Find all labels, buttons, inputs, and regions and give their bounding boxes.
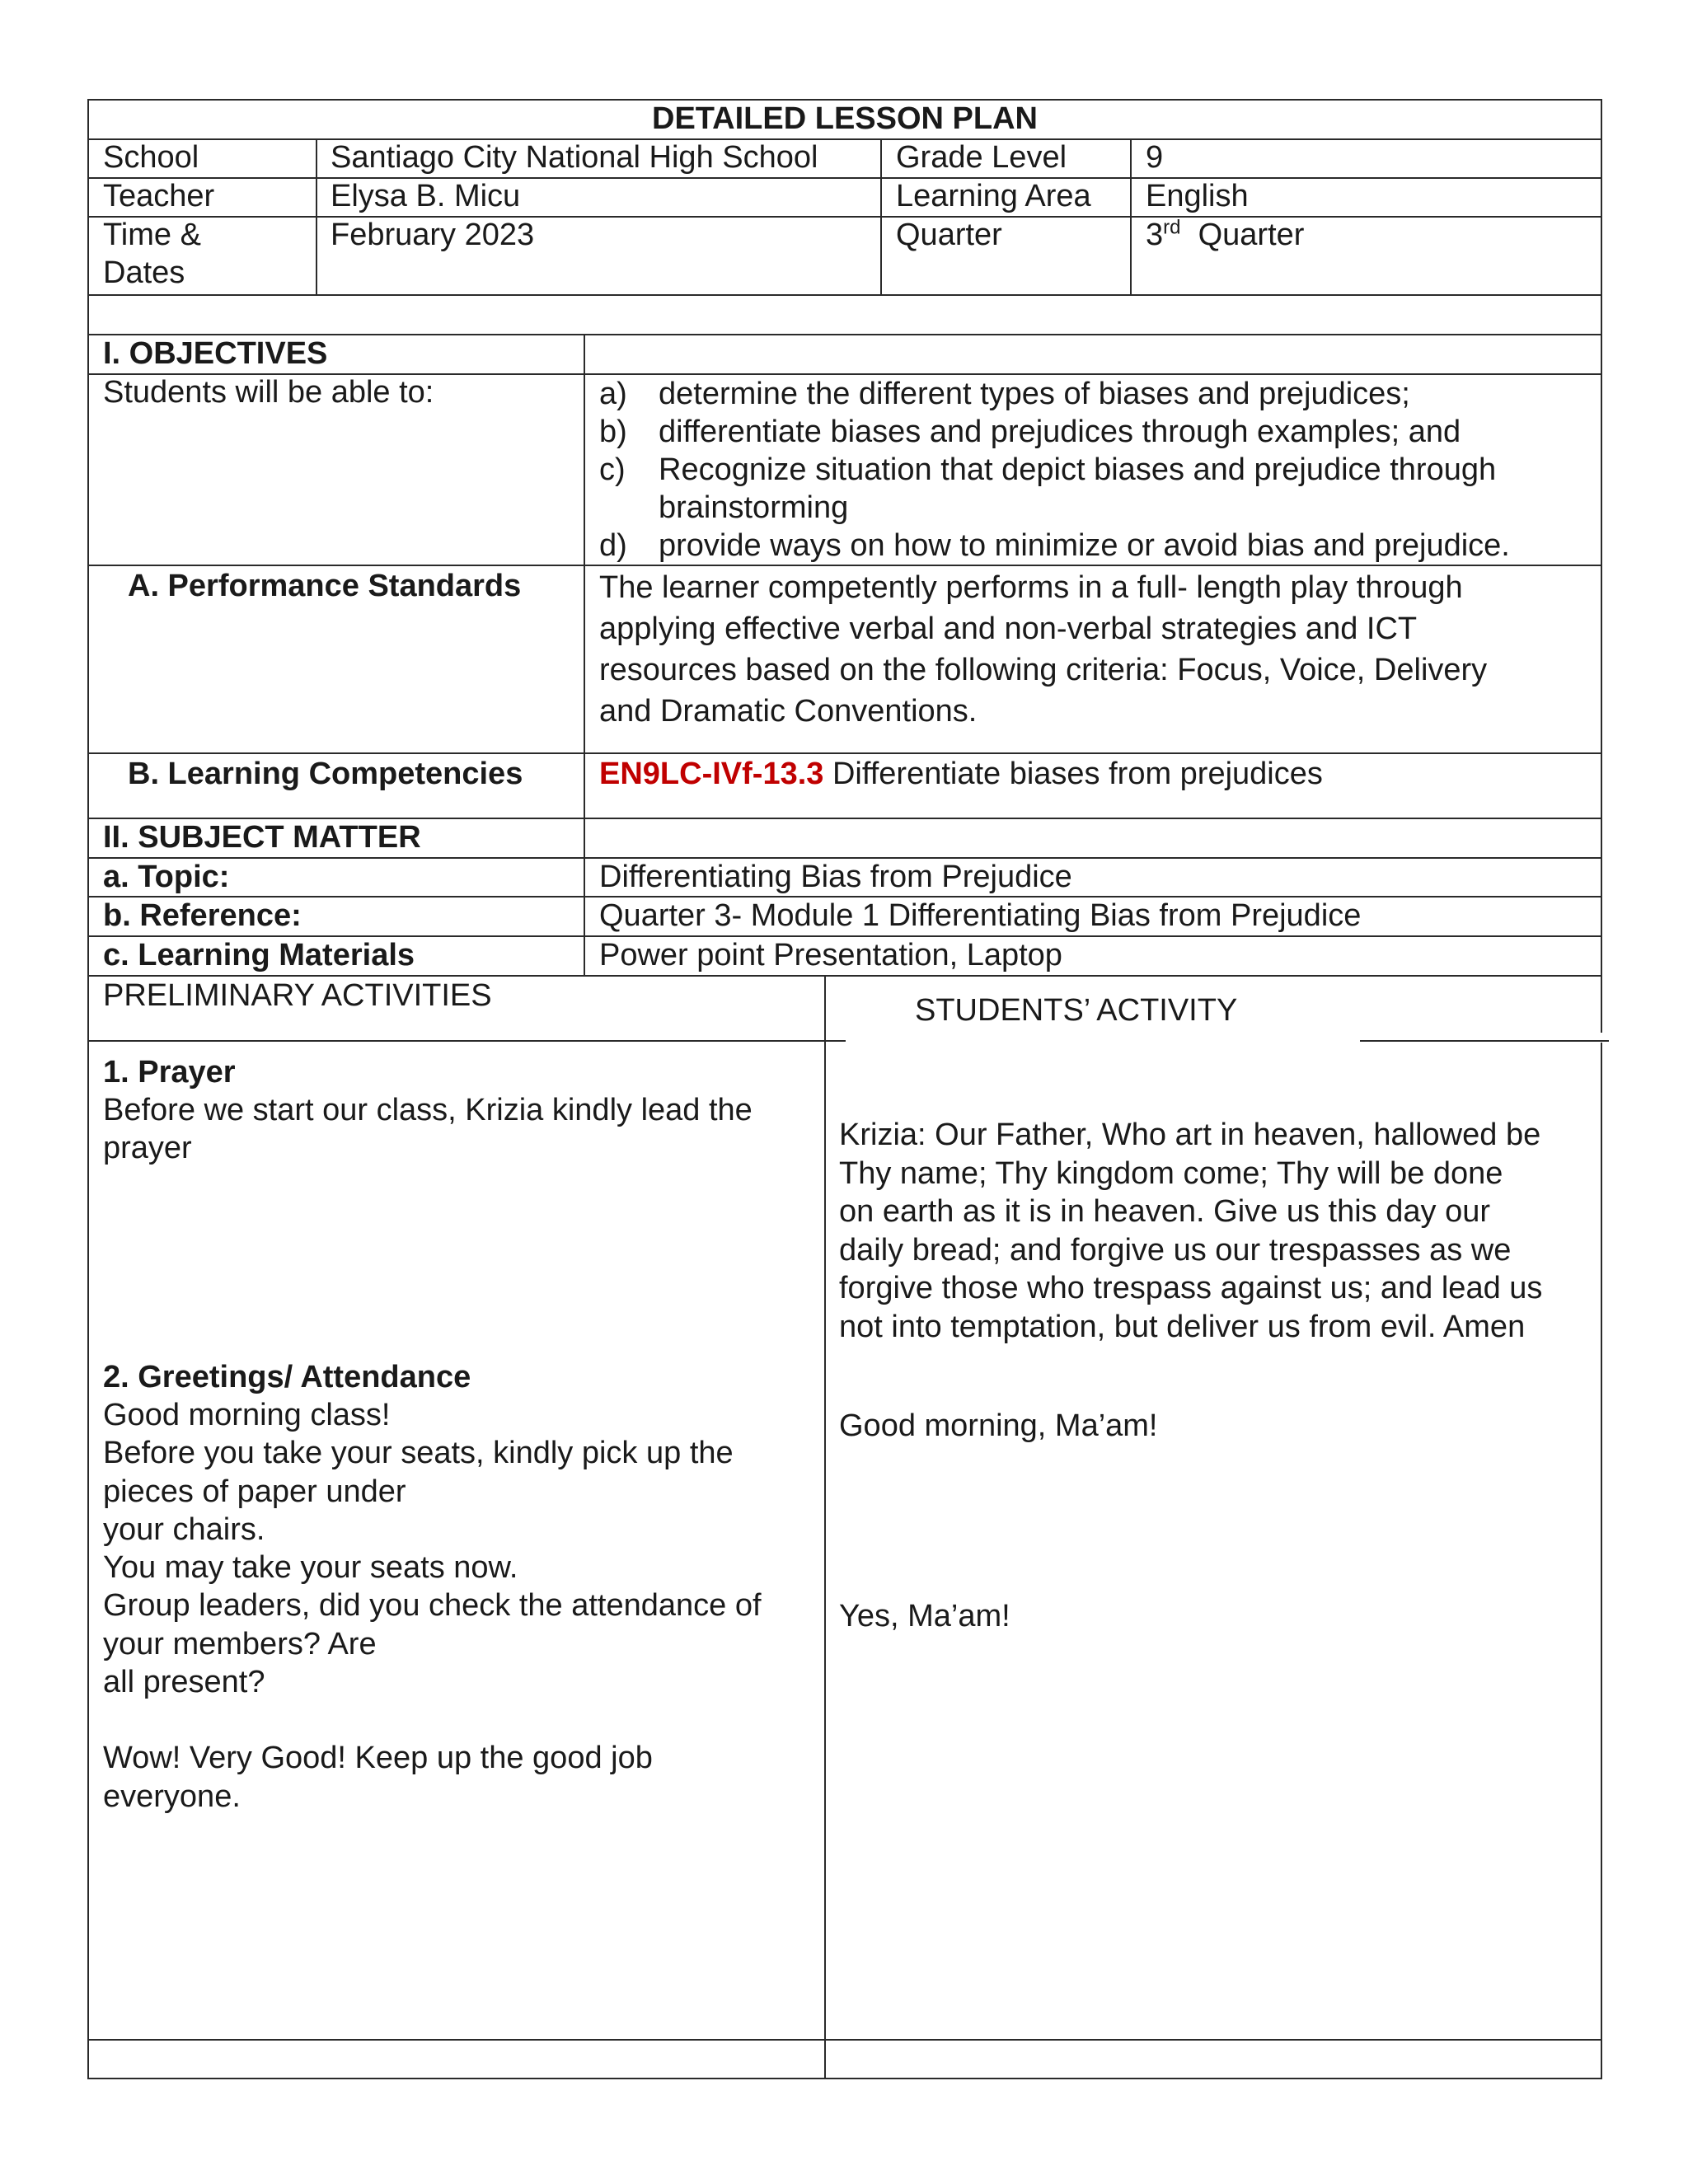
- greet-line: pieces of paper under: [103, 1474, 406, 1509]
- school-label: School: [103, 140, 199, 175]
- learning-area-value: English: [1146, 179, 1249, 213]
- prayer-response-line: not into temptation, but deliver us from evil. Amen: [839, 1309, 1526, 1344]
- greetings-heading: 2. Greetings/ Attendance: [103, 1360, 471, 1394]
- time-dates-label-line1: Time &: [103, 218, 201, 252]
- prayer-line: Before we start our class, Krizia kindly lead the: [103, 1093, 753, 1127]
- topic-value: Differentiating Bias from Prejudice: [599, 860, 1072, 894]
- performance-line: resources based on the following criteria: Focus, Voice, Delivery: [599, 653, 1488, 687]
- objective-letter: b): [599, 415, 627, 449]
- prayer-instructions: [103, 1091, 753, 1167]
- quarter-value: [1146, 216, 1304, 254]
- objective-text: Recognize situation that depict biases and prejudice through: [659, 452, 1497, 487]
- objective-item: [599, 451, 1496, 489]
- objective-item: [599, 413, 1461, 451]
- prayer-response-line: Thy name; Thy kingdom come; Thy will be done: [839, 1155, 1503, 1191]
- prayer-response-line: on earth as it is in heaven. Give us this day our: [839, 1194, 1490, 1229]
- greet-line: all present?: [103, 1665, 265, 1700]
- preliminary-activities-heading: PRELIMINARY ACTIVITIES: [103, 978, 492, 1013]
- attendance-response: Yes, Ma’am!: [839, 1599, 1010, 1633]
- greeting-response: Good morning, Ma’am!: [839, 1408, 1158, 1443]
- prayer-response-line: forgive those who trespass against us; and lead us: [839, 1271, 1543, 1305]
- greet-line: Good morning class!: [103, 1398, 391, 1432]
- grade-level-label: Grade Level: [896, 140, 1067, 175]
- learning-materials-value: Power point Presentation, Laptop: [599, 938, 1062, 972]
- teacher-label: Teacher: [103, 179, 215, 213]
- objective-letter: d): [599, 528, 627, 563]
- greetings-instructions: [103, 1396, 762, 1816]
- objective-letter: c): [599, 452, 626, 487]
- objective-item: [599, 375, 1410, 413]
- greet-line: Before you take your seats, kindly pick up the: [103, 1436, 734, 1471]
- subject-matter-heading: II. SUBJECT MATTER: [103, 820, 421, 855]
- objective-text: provide ways on how to minimize or avoid bias and prejudice.: [659, 528, 1510, 563]
- teacher-value: Elysa B. Micu: [331, 179, 521, 213]
- greet-line-blank: [103, 1701, 762, 1739]
- competency-code: EN9LC-IVf-13.3: [599, 757, 824, 791]
- time-dates-value: February 2023: [331, 218, 535, 252]
- quarter-ordinal: rd: [1163, 216, 1181, 239]
- prayer-response: [839, 1116, 1542, 1346]
- objective-text: differentiate biases and prejudices through examples; and: [659, 415, 1461, 449]
- greet-line: Wow! Very Good! Keep up the good job: [103, 1741, 653, 1776]
- time-dates-label-line2: Dates: [103, 255, 185, 290]
- reference-value: Quarter 3- Module 1 Differentiating Bias from Prejudice: [599, 898, 1362, 933]
- performance-line: and Dramatic Conventions.: [599, 694, 978, 729]
- learning-competencies-value: [599, 755, 1323, 793]
- greet-line: your chairs.: [103, 1511, 265, 1547]
- topic-label: a. Topic:: [103, 860, 230, 894]
- performance-standards-label: A. Performance Standards: [128, 569, 522, 603]
- prayer-response-line: Krizia: Our Father, Who art in heaven, hallowed be: [839, 1118, 1541, 1152]
- greet-line: your members? Are: [103, 1626, 377, 1661]
- greet-line: Group leaders, did you check the attendance of: [103, 1588, 762, 1624]
- students-activity-heading: STUDENTS’ ACTIVITY: [915, 993, 1238, 1028]
- performance-line: applying effective verbal and non-verbal strategies and ICT: [599, 612, 1418, 646]
- objectives-intro: Students will be able to:: [103, 375, 434, 410]
- prayer-response-line: daily bread; and forgive us our trespasses as we: [839, 1232, 1512, 1268]
- objective-item: [599, 527, 1510, 565]
- reference-label: b. Reference:: [103, 898, 302, 933]
- learning-competencies-label: B. Learning Competencies: [128, 757, 523, 791]
- learning-area-label: Learning Area: [896, 179, 1091, 213]
- prayer-heading: 1. Prayer: [103, 1055, 236, 1090]
- greet-line: everyone.: [103, 1779, 241, 1814]
- greet-line: You may take your seats now.: [103, 1550, 518, 1586]
- objective-letter: a): [599, 377, 627, 411]
- competency-text: Differentiate biases from prejudices: [823, 757, 1323, 791]
- quarter-label: Quarter: [896, 218, 1002, 252]
- grade-level-value: 9: [1146, 140, 1164, 175]
- quarter-word: Quarter: [1198, 218, 1305, 252]
- school-value: Santiago City National High School: [331, 140, 818, 175]
- objective-text: determine the different types of biases and prejudices;: [659, 377, 1410, 411]
- prayer-line: prayer: [103, 1131, 192, 1165]
- objectives-heading: I. OBJECTIVES: [103, 336, 328, 371]
- performance-standards-text: [599, 567, 1487, 732]
- page-title: DETAILED LESSON PLAN: [652, 101, 1038, 136]
- quarter-number: 3: [1146, 218, 1164, 252]
- performance-line: The learner competently performs in a full- length play through: [599, 570, 1463, 605]
- objective-text-continued: brainstorming: [659, 490, 849, 525]
- learning-materials-label: c. Learning Materials: [103, 938, 415, 972]
